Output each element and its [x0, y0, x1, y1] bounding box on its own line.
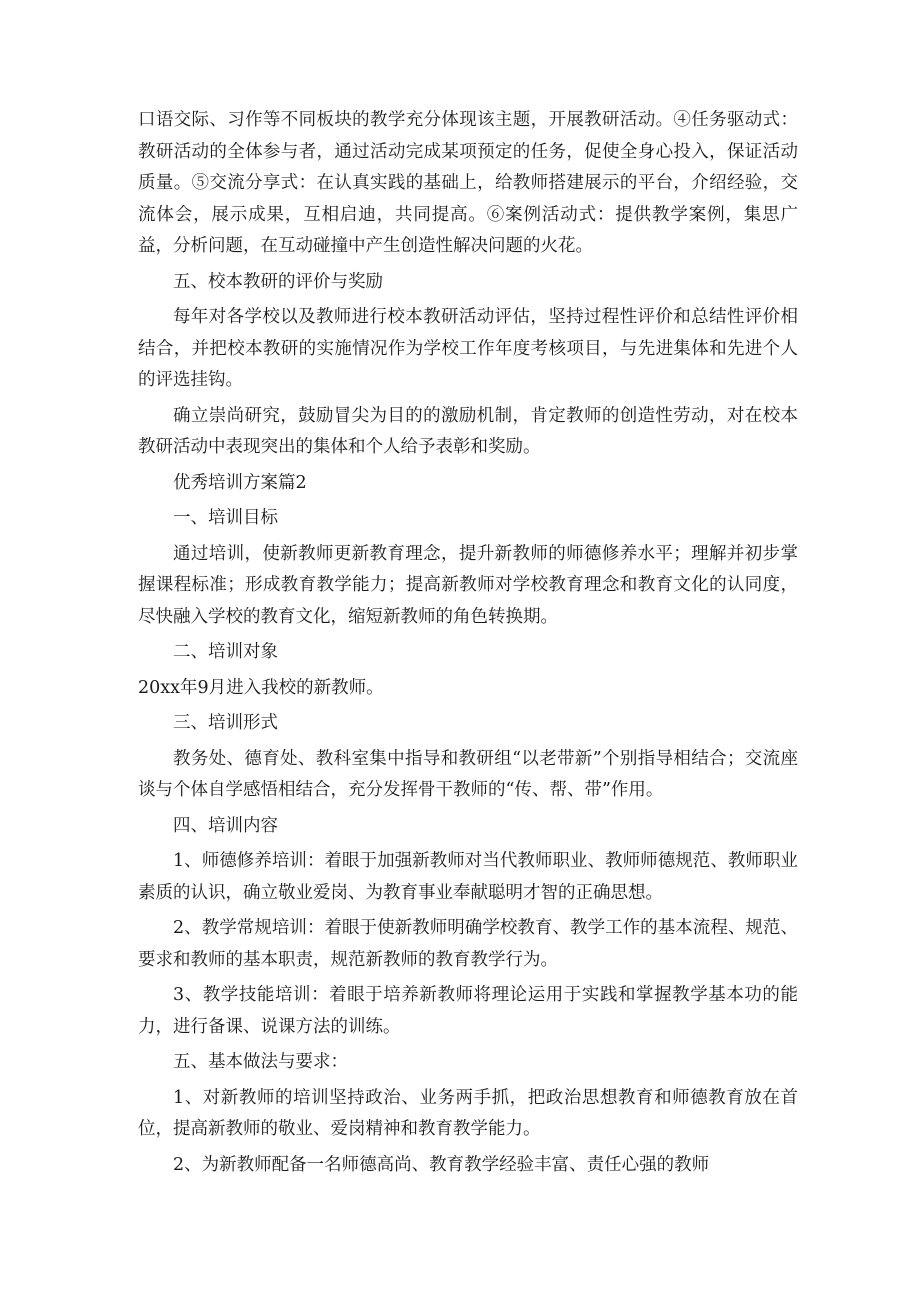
section-heading-target: 二、培训对象	[173, 642, 278, 662]
section-heading-content: 四、培训内容	[173, 815, 278, 836]
list-item: 1、师德修养培训：着眼于加强新教师对当代教师职业、教师师德规范、教师职业素质的认识，确立敬业爱岗、为教育事业奉献聪明才智的正确思想。	[138, 851, 798, 903]
list-item: 3、教学技能培训：着眼于培养新教师将理论运用于实践和掌握教学基本功的能力，进行备课、说课方法的训练。	[138, 985, 798, 1037]
section-heading-form: 三、培训形式	[173, 713, 278, 733]
paragraph-continued: 口语交际、习作等不同板块的教学充分体现该主题，开展教研活动。④任务驱动式：教研活动的全体参与者，通过活动完成某项预定的任务，促使全身心投入，保证活动质量。⑤交流分享式：在认真实践的基础上，给教师搭建展示的平台，介绍经验，交流体会，展示成果，互相启迪，共同提高。⑥案例活动式：提供教学案例，集思广益，分析问题，在互动碰撞中产生创造性解决问题的火花。	[138, 110, 798, 256]
paragraph: 教务处、德育处、教科室集中指导和教研组“以老带新”个别指导相结合；交流座谈与个体自学感悟相结合，充分发挥骨干教师的“传、帮、带”作用。	[138, 748, 798, 800]
section-heading-evaluation: 五、校本教研的评价与奖励	[173, 271, 383, 292]
list-item: 2、为新教师配备一名师德高尚、教育教学经验丰富、责任心强的教师	[173, 1154, 710, 1175]
list-item: 1、对新教师的培训坚持政治、业务两手抓，把政治思想教育和师德教育放在首位，提高新教师的敬业、爱岗精神和教育教学能力。	[138, 1087, 798, 1139]
chapter-title: 优秀培训方案篇2	[173, 472, 307, 493]
paragraph: 通过培训，使新教师更新教育理念，提升新教师的师德修养水平；理解并初步掌握课程标准；形成教育教学能力；提高新教师对学校教育理念和教育文化的认同度，尽快融入学校的教育文化，缩短新教师的角色转换期。	[138, 543, 798, 627]
section-heading-goal: 一、培训目标	[173, 508, 278, 528]
paragraph: 确立崇尚研究，鼓励冒尖为目的的激励机制，肯定教师的创造性劳动，对在校本教研活动中表现突出的集体和个人给予表彰和奖励。	[138, 405, 798, 457]
paragraph: 20xx年9月进入我校的新教师。	[138, 677, 384, 698]
list-item: 2、教学常规培训：着眼于使新教师明确学校教育、教学工作的基本流程、规范、要求和教师的基本职责，规范新教师的教育教学行为。	[138, 918, 798, 970]
paragraph: 每年对各学校以及教师进行校本教研活动评估，坚持过程性评价和总结性评价相结合，并把校本教研的实施情况作为学校工作年度考核项目，与先进集体和先进个人的评选挂钩。	[138, 307, 798, 390]
section-heading-method: 五、基本做法与要求：	[173, 1052, 348, 1072]
document-page	[138, 105, 798, 1185]
